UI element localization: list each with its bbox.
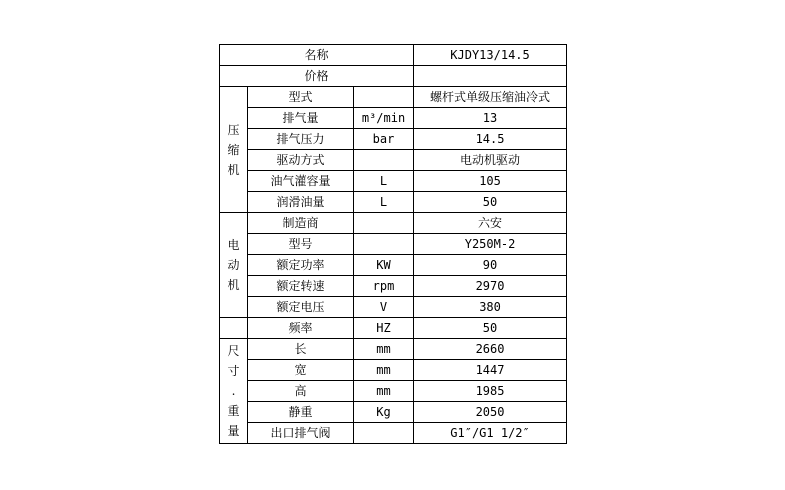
table-row [220,108,567,129]
row-label: 油气灌容量 [248,171,354,192]
row-unit: mm [354,360,414,381]
row-unit: m³/min [354,108,414,129]
row-unit [354,234,414,255]
group-motor [220,213,248,318]
row-unit: mm [354,339,414,360]
table-row [220,423,567,444]
group-char: 缩 [227,142,240,157]
row-unit: mm [354,381,414,402]
group-dimensions [220,339,248,444]
row-unit [354,213,414,234]
row-label: 驱动方式 [248,150,354,171]
table-row [220,87,567,108]
row-label: 额定转速 [248,276,354,297]
group-char: 量 [227,424,240,438]
row-label: 额定功率 [248,255,354,276]
name-label: 名称 [220,45,414,66]
row-value: 13 [414,108,567,129]
table-row [220,402,567,423]
table-row [220,171,567,192]
group-compressor [220,87,248,213]
table-row [220,339,567,360]
table-row [220,276,567,297]
spec-table [219,44,567,444]
row-value: 1985 [414,381,567,402]
row-label: 型式 [248,87,354,108]
row-label: 长 [248,339,354,360]
row-label: 制造商 [248,213,354,234]
row-value: 2050 [414,402,567,423]
row-unit [354,87,414,108]
group-char: 机 [227,278,240,292]
row-value: Y250M-2 [414,234,567,255]
group-char: 动 [227,258,240,272]
row-unit: KW [354,255,414,276]
row-label: 额定电压 [248,297,354,318]
row-unit: Kg [354,402,414,423]
group-char: 重 [227,404,240,418]
table-row [220,129,567,150]
row-unit: rpm [354,276,414,297]
row-value: 14.5 [414,129,567,150]
row-label: 出口排气阀 [248,423,354,444]
model-value: KJDY13/14.5 [414,45,567,66]
row-value: 电动机驱动 [414,150,567,171]
row-label: 宽 [248,360,354,381]
row-label: 高 [248,381,354,402]
group-char: 机 [227,162,240,177]
row-unit: V [354,297,414,318]
row-label: 润滑油量 [248,192,354,213]
row-unit: bar [354,129,414,150]
row-value: 2660 [414,339,567,360]
row-value: 50 [414,318,567,339]
row-value: 50 [414,192,567,213]
row-value: 380 [414,297,567,318]
group-char: 电 [227,238,240,252]
row-label: 静重 [248,402,354,423]
row-unit: L [354,171,414,192]
row-value: 螺杆式单级压缩油冷式 [414,87,567,108]
table-row [220,45,567,66]
table-row [220,192,567,213]
table-row [220,234,567,255]
row-label: 排气压力 [248,129,354,150]
row-value: 六安 [414,213,567,234]
table-row [220,297,567,318]
row-unit [354,150,414,171]
row-label: 排气量 [248,108,354,129]
row-value: 2970 [414,276,567,297]
table-row [220,66,567,87]
row-label: 频率 [248,318,354,339]
row-value: 90 [414,255,567,276]
group-char: 压 [227,122,240,137]
row-unit: L [354,192,414,213]
row-unit: HZ [354,318,414,339]
table-row [220,213,567,234]
group-char: 尺 [227,344,240,358]
row-value: 1447 [414,360,567,381]
price-value [414,66,567,87]
row-value: 105 [414,171,567,192]
table-row [220,255,567,276]
row-label: 型号 [248,234,354,255]
row-unit [354,423,414,444]
group-char: . [231,384,236,398]
row-value: G1″/G1 1/2″ [414,423,567,444]
table-row [220,150,567,171]
table-row [220,381,567,402]
price-label: 价格 [220,66,414,87]
group-empty [220,318,248,339]
group-char: 寸 [227,364,240,378]
table-row [220,318,567,339]
table-row [220,360,567,381]
